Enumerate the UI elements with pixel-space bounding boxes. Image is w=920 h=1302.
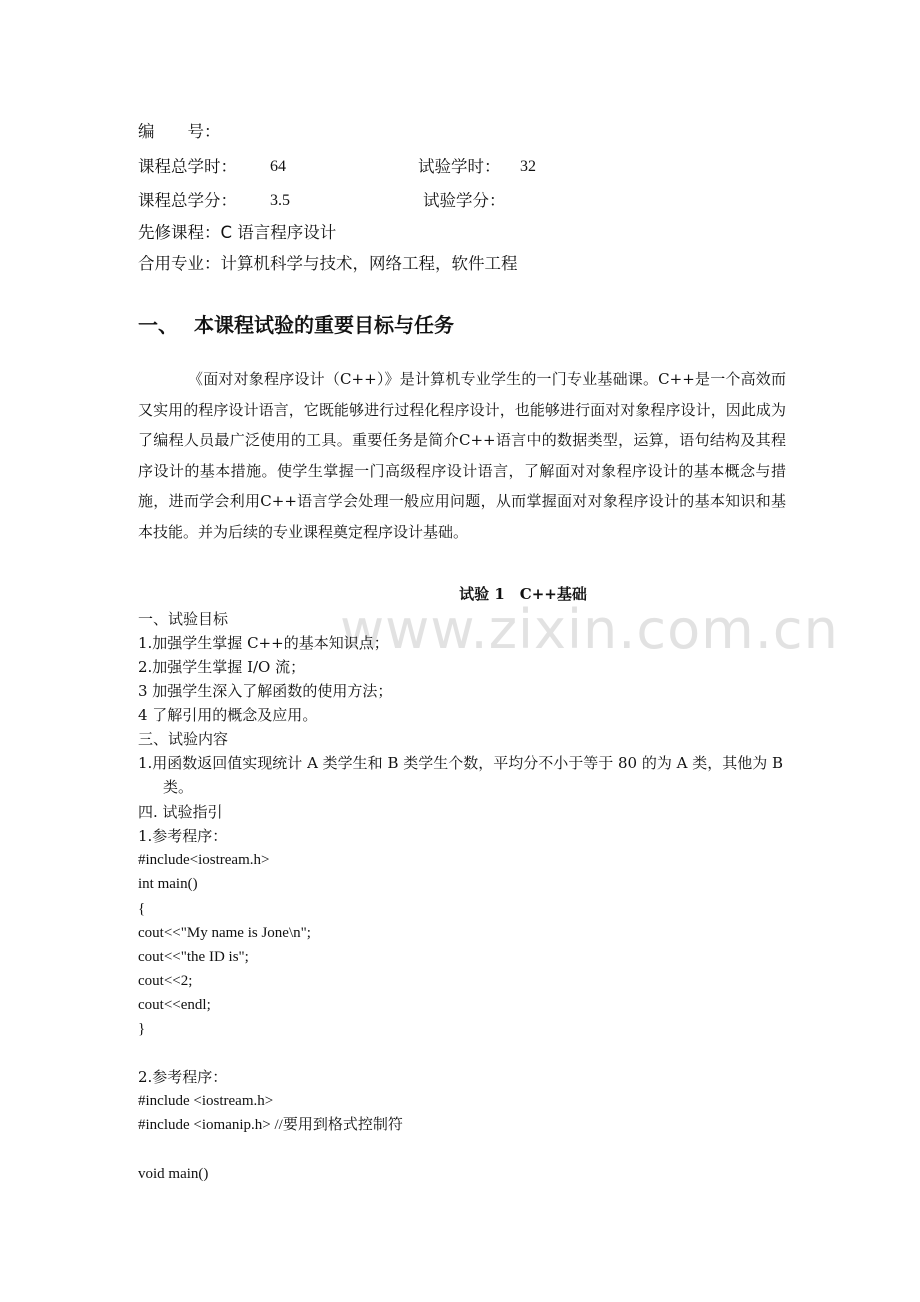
- goal-item: 4 了解引用的概念及应用。: [138, 706, 318, 724]
- guide-heading: 四. 试验指引: [138, 803, 223, 821]
- goal-item: 1.加强学生掌握 C++的基本知识点；: [138, 634, 389, 652]
- prerequisite-line: 先修课程：C 语言程序设计: [138, 223, 337, 242]
- experiment-title: 试验 1 C++基础: [459, 585, 587, 603]
- code-line: #include<iostream.h>: [138, 852, 270, 868]
- code-line: cout<<"the ID is";: [138, 949, 249, 965]
- code-line: cout<<endl;: [138, 997, 211, 1013]
- reference-program-label: 1.参考程序：: [138, 827, 228, 845]
- lab-hours-value: 32: [520, 158, 536, 175]
- lab-hours-label: 试验学时：: [418, 157, 501, 176]
- total-credits-value: 3.5: [270, 192, 290, 209]
- content-item: 1.用函数返回值实现统计 A 类学生和 B 类学生个数，平均分不小于等于 80 的为 A 类，其他为 B 类。: [138, 754, 784, 796]
- total-credits-label: 课程总学分：: [138, 191, 237, 210]
- goal-item: 2.加强学生掌握 I/O 流；: [138, 658, 306, 676]
- code-line: #include <iostream.h>: [138, 1093, 274, 1109]
- goal-item: 3 加强学生深入了解函数的使用方法；: [138, 682, 393, 700]
- total-credits-row: [138, 189, 838, 213]
- section-heading: [138, 310, 454, 340]
- code-line: }: [138, 1021, 146, 1037]
- section-number: 一、: [138, 313, 178, 337]
- code-line: #include <iomanip.h> //要用到格式控制符: [138, 1117, 403, 1133]
- section-title: 本课程试验的重要目标与任务: [194, 313, 454, 337]
- code-line: int main(): [138, 876, 198, 892]
- code-line: cout<<2;: [138, 973, 193, 989]
- total-hours-value: 64: [270, 158, 286, 175]
- total-hours-label: 课程总学时：: [138, 157, 237, 176]
- code-line: cout<<"My name is Jone\n";: [138, 925, 311, 941]
- code-line: {: [138, 901, 146, 917]
- code-line: void main(): [138, 1166, 209, 1182]
- total-hours-row: [138, 155, 838, 179]
- reference-program-label: 2.参考程序：: [138, 1068, 228, 1086]
- content-heading: 三、试验内容: [138, 730, 229, 748]
- watermark: www.zixin.com.cn: [340, 598, 839, 661]
- lab-credits-label: 试验学分：: [423, 191, 506, 210]
- course-id-label: 编 号：: [138, 122, 221, 141]
- section-paragraph: 《面对对象程序设计（C++）》是计算机专业学生的一门专业基础课。C++是一个高效而又实用的程序设计语言，它既能够进行过程化程序设计，也能够进行面对对象程序设计，因此成为了编程人员最广泛使用的工具。重要任务是简介C++语言中的数据类型，运算，语句结构及其程序设计的基本措施。使学生掌握一门高级程序设计语言，了解面对对象程序设计的基本概念与措施，进而学会利用C++语言学会处理一般应用问题，从而掌握面对对象程序设计的基本知识和基本技能。并为后续的专业课程奠定程序设计基础。: [138, 370, 786, 541]
- majors-line: 合用专业：计算机科学与技术，网络工程，软件工程: [138, 254, 518, 273]
- goals-heading: 一、试验目标: [138, 610, 229, 628]
